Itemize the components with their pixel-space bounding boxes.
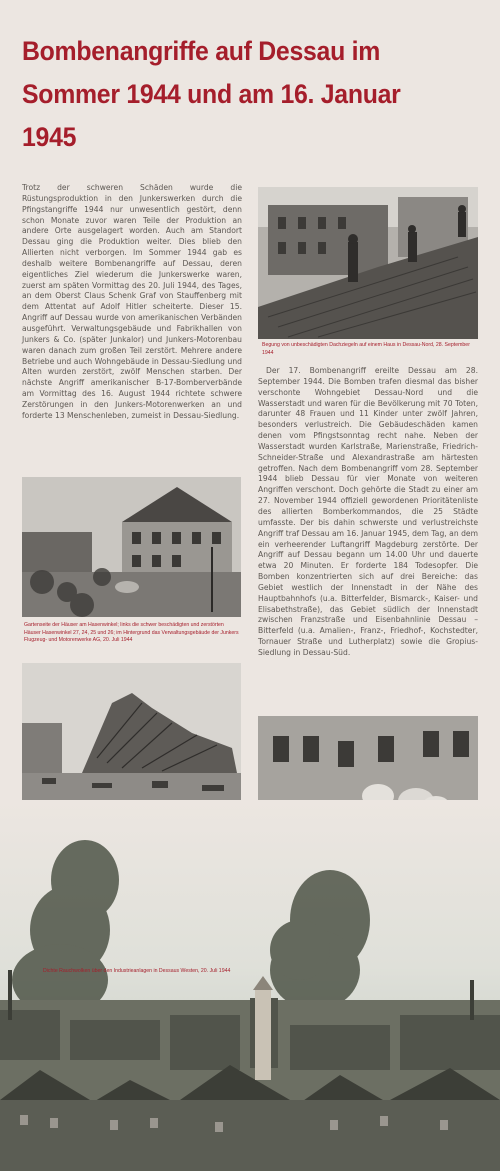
title-line-1: Bombenangriffe auf Dessau im	[22, 36, 381, 66]
title-line-2: Sommer 1944 und am 16. Januar 1945	[22, 79, 401, 152]
left-column-text: Trotz der schweren Schäden wurde die Rüstungsproduktion in den Junkerswerken durch die Pfingstangriffe 1944 nur unwesentlich gestört, denn schon Monate zuvor waren Teile der Produktion an andere Orte ausgelagert worden. Auch am Standort Dessau ging die Produktion weiter. Dies blieb den Allierten nicht verborgen. Im Sommer 1944 gab es deshalb weitere Bombenangriffe auf Dessau, deren eigentliches Ziel wiederum die Junkerswerke waren, zuerst am späten Vormittag des 20. Juli 1944, des Tages, an dem Oberst Claus Schenk Graf von Stauffenberg mit dem Attentat auf Adolf Hitler scheiterte. Dieser 15. Angriff auf Dessau wurde von amerikanischen Verbänden ausgeführt. Verwaltungsgebäude und Fabrikhallen von Junkers & Co. (später Junkalor) und Junkers-Motorenbau waren danach zum großen Teil zerstört. Mehrere andere Betriebe und auch Wohngebäude in Dessau-Siedlung und Alten wurden zerstört, zwölf Menschen starben. Der nächste Angriff amerikanischer B-17-Bomberverbände am Vormittag des 16. August 1944 richtete schwere Zerstörungen in den Junkers-Motorenwerken an und forderte 13 Menschenleben, zumeist in Dessau-Siedlung.	[22, 183, 242, 420]
garden-photo	[22, 477, 241, 617]
rubble-photo	[22, 663, 241, 803]
right-column-text: Der 17. Bombenangriff ereilte Dessau am 28. September 1944. Die Bomben trafen diesmal das bisher verschonte Wohngebiet Dessau-Nord und die Wasserstadt und waren für die Bevölkerung mit 70 Toten, darunter 48 Frauen und 11 Kinder unter zwölf Jahren, besonders verlustreich. Die Gebäudeschäden kamen denen vom Pfingstsonntag recht nahe. Neben der Wasserstadt wurden Karlstraße, Marienstraße, Friedrich-Schneider-Straße und Alexandrastraße am härtesten getroffen. Nach dem Bombenangriff vom 28. September 1944 blieb Dessau für vier Monate von weiteren Angriffen verschont. Doch gehörte die Stadt zu einer am 27. November 1944 offiziell gewordenen Prioritätenliste des allierten Bomberkommandos, die 25 Städte umfasste. Der bis dahin schwerste und verlustreichste Angriff traf Dessau am 16. Januar 1945, dem Tag, an dem ein verheerender Luftangriff Magdeburg zerstörte. Der Angriff auf Dessau begann um 14.00 Uhr und dauerte etwa 20 Minuten. Er forderte 184 Todesopfer. Die Bomben konzentrierten sich auf drei Bereiche: das Gebiet westlich der Innenstadt in der Nähe des Hauptbahnhofs (u.a. Bitterfelder, Bismarck-, Kaiser- und Elisabethstraße), das Gebiet südlich der Innenstadt zwischen Franzstraße und Eisenbahnlinie Dessau – Bitterfeld (u.a. Amalien-, Franz-, Friedhof-, Kochstedter, Tornauer Straße und Lutherplatz) sowie die Gropius-Siedlung in Dessau-Süd.	[258, 366, 478, 657]
garden-photo-caption: Gartenseite der Häuser am Hasenwinkel; links die schwer beschädigten und zerstörten Häuser Hasenwinkel 27, 24, 25 und 26; im Hintergrund das Verwaltungsgebäude der Junkers Flugzeug- und Motorenwerke AG, 20. Juli 1944	[24, 622, 239, 643]
roof-photo	[258, 187, 478, 339]
page-title	[22, 30, 454, 159]
smoke-city-photo	[0, 800, 500, 1171]
roof-photo-caption: Begung von unbeschädigten Dachziegeln auf einem Haus in Dessau-Nord, 28. September 1944	[262, 342, 470, 356]
smoke-photo-caption: Dichte Rauchwolken über den Industrieanlagen in Dessaus Westen, 20. Juli 1944	[43, 968, 231, 974]
